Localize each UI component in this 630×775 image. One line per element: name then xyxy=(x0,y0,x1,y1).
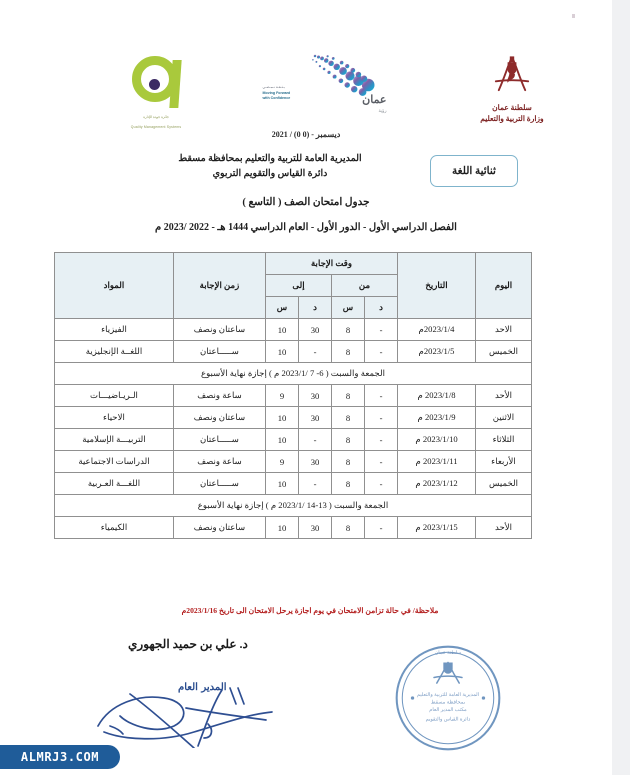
quality-logo-caption-en: Quality Management Systems xyxy=(130,125,182,130)
th-to-hour: س xyxy=(265,297,298,319)
table-row xyxy=(54,407,531,429)
table-row xyxy=(54,473,531,495)
to-minute-cell: - xyxy=(299,429,332,451)
subject-cell: الفيزياء xyxy=(54,319,173,341)
quality-management-logo xyxy=(96,54,216,130)
quality-logo-caption-ar: جائزة جودة الإدارة xyxy=(143,115,169,119)
from-minute-cell: - xyxy=(365,451,398,473)
day-cell: الاحد xyxy=(476,319,532,341)
table-row xyxy=(54,451,531,473)
date-cell: 2023/1/12 م xyxy=(398,473,476,495)
day-cell: الاثنين xyxy=(476,407,532,429)
to-hour-cell: 10 xyxy=(265,407,298,429)
day-cell: الخميس xyxy=(476,341,532,363)
from-hour-cell: 8 xyxy=(332,473,365,495)
th-date: التاريخ xyxy=(398,253,476,319)
th-from-hour: س xyxy=(332,297,365,319)
subject-cell: الدراسات الاجتماعية xyxy=(54,451,173,473)
svg-text:سلطنة عمان: سلطنة عمان xyxy=(434,650,462,657)
signatory-title: المدير العام xyxy=(178,682,227,693)
directorate-line-1: المديرية العامة للتربية والتعليم بمحافظة مسقط xyxy=(178,154,362,164)
vision-tagline-en2: with Confidence xyxy=(262,96,291,101)
vision-sub-label: رؤية xyxy=(378,108,387,113)
to-minute-cell: 30 xyxy=(299,451,332,473)
ministry-line1: سلطنة عمان xyxy=(492,103,532,112)
vision-word-label: عمان xyxy=(362,94,387,106)
date-cell: 2023/1/5م xyxy=(398,341,476,363)
directorate-line-2: دائرة القياس والتقويم التربوي xyxy=(212,168,328,179)
to-hour-cell: 10 xyxy=(265,319,298,341)
svg-text:دائرة القياس والتقويم: دائرة القياس والتقويم xyxy=(425,716,471,723)
from-minute-cell: - xyxy=(365,429,398,451)
date-cell: 2023/1/10 م xyxy=(398,429,476,451)
signatory-name: د. علي بن حميد الجهوري xyxy=(128,637,248,651)
from-hour-cell: 8 xyxy=(332,429,365,451)
day-cell: الأحد xyxy=(476,385,532,407)
document-reference: 2021 / ديسمبر - (0 0) xyxy=(271,130,341,139)
day-cell: الثلاثاء xyxy=(476,429,532,451)
duration-cell: ساعة ونصف xyxy=(173,385,265,407)
day-cell: الخميس xyxy=(476,473,532,495)
th-subjects: المواد xyxy=(54,253,173,319)
page-speck xyxy=(572,14,575,18)
to-minute-cell: 30 xyxy=(299,385,332,407)
date-cell: 2023/1/11 م xyxy=(398,451,476,473)
th-duration: زمن الإجابة xyxy=(173,253,265,319)
table-row xyxy=(54,429,531,451)
ministry-logo xyxy=(452,52,572,125)
day-cell: الأربعاء xyxy=(476,451,532,473)
weekend-holiday-text: الجمعة والسبت ( 6- 7 /2023/1 م ) إجازة نهاية الأسبوع xyxy=(54,363,531,385)
date-cell: 2023/1/15 م xyxy=(398,517,476,539)
subject-cell: الكيمياء xyxy=(54,517,173,539)
from-hour-cell: 8 xyxy=(332,319,365,341)
logo-row xyxy=(0,48,612,138)
th-answer-clock: وقت الإجابة xyxy=(265,253,397,275)
exam-schedule-table xyxy=(54,252,532,539)
from-minute-cell: - xyxy=(365,319,398,341)
from-hour-cell: 8 xyxy=(332,407,365,429)
date-cell: 2023/1/8 م xyxy=(398,385,476,407)
subject-cell: اللغـــة العـربية xyxy=(54,473,173,495)
table-head xyxy=(54,253,531,319)
subject-cell: الـريـاضيـــات xyxy=(54,385,173,407)
watermark-label: ALMRJ3.COM xyxy=(20,750,100,764)
subject-cell: التربيـــة الإسلامية xyxy=(54,429,173,451)
vision-tagline-ar: بـثـقـة نـمـضـي xyxy=(262,85,285,90)
from-minute-cell: - xyxy=(365,407,398,429)
duration-cell: ساعتان ونصف xyxy=(173,517,265,539)
th-day: اليوم xyxy=(476,253,532,319)
page-right-margin xyxy=(612,0,630,775)
date-cell: 2023/1/9 م xyxy=(398,407,476,429)
from-hour-cell: 8 xyxy=(332,385,365,407)
svg-text:المديرية العامة للتربية والتعل: المديرية العامة للتربية والتعليم xyxy=(416,692,480,699)
language-badge xyxy=(430,155,518,187)
language-badge-label: ثنائية اللغة xyxy=(452,166,496,177)
to-hour-cell: 10 xyxy=(265,429,298,451)
academic-term-line: الفصل الدراسي الأول - الدور الأول - العام الدراسي 1444 هـ - 2022 /2023 م xyxy=(155,222,457,233)
ministry-line2: وزارة التربية والتعليم xyxy=(480,113,544,123)
from-minute-cell: - xyxy=(365,385,398,407)
from-hour-cell: 8 xyxy=(332,451,365,473)
to-minute-cell: 30 xyxy=(299,517,332,539)
subject-cell: اللغــة الإنجليزية xyxy=(54,341,173,363)
oman-emblem-icon xyxy=(488,52,536,96)
oman-vision-logo xyxy=(258,50,403,112)
table-row xyxy=(54,385,531,407)
weekend-holiday-row xyxy=(54,495,531,517)
table-body xyxy=(54,319,531,539)
table-row xyxy=(54,341,531,363)
duration-cell: ســـــاعتان xyxy=(173,473,265,495)
subject-cell: الاحياء xyxy=(54,407,173,429)
aq-quality-icon xyxy=(128,54,184,110)
site-watermark xyxy=(0,745,120,769)
exam-schedule-table-wrapper xyxy=(78,252,532,539)
day-cell: الأحد xyxy=(476,517,532,539)
weekend-holiday-row xyxy=(54,363,531,385)
svg-text:بمحافظة مسقط: بمحافظة مسقط xyxy=(430,699,466,706)
th-from: من xyxy=(332,275,398,297)
table-header-row-1 xyxy=(54,253,531,275)
th-to: إلى xyxy=(265,275,331,297)
duration-cell: ســـــاعتان xyxy=(173,341,265,363)
to-hour-cell: 10 xyxy=(265,473,298,495)
to-hour-cell: 10 xyxy=(265,517,298,539)
duration-cell: ساعتان ونصف xyxy=(173,319,265,341)
duration-cell: ساعة ونصف xyxy=(173,451,265,473)
page-title: جدول امتحان الصف ( التاسع ) xyxy=(242,197,370,208)
to-hour-cell: 9 xyxy=(265,385,298,407)
from-hour-cell: 8 xyxy=(332,341,365,363)
to-hour-cell: 10 xyxy=(265,341,298,363)
duration-cell: ساعتان ونصف xyxy=(173,407,265,429)
to-minute-cell: 30 xyxy=(299,319,332,341)
duration-cell: ســـــاعتان xyxy=(173,429,265,451)
directorate-block xyxy=(120,152,420,181)
to-minute-cell: 30 xyxy=(299,407,332,429)
table-row xyxy=(54,319,531,341)
handwritten-signature xyxy=(90,668,290,748)
vision-tagline-en1: Moving Forward xyxy=(262,90,291,95)
th-from-minute: د xyxy=(365,297,398,319)
from-minute-cell: - xyxy=(365,517,398,539)
weekend-holiday-text: الجمعة والسبت ( 13-14 /2023/1 م ) إجازة نهاية الأسبوع xyxy=(54,495,531,517)
table-row xyxy=(54,517,531,539)
svg-text:مكتب المدير العام: مكتب المدير العام xyxy=(429,707,467,714)
th-to-minute: د xyxy=(299,297,332,319)
official-stamp xyxy=(392,642,504,754)
from-minute-cell: - xyxy=(365,341,398,363)
to-minute-cell: - xyxy=(299,473,332,495)
to-hour-cell: 9 xyxy=(265,451,298,473)
to-minute-cell: - xyxy=(299,341,332,363)
from-minute-cell: - xyxy=(365,473,398,495)
from-hour-cell: 8 xyxy=(332,517,365,539)
date-cell: 2023/1/4م xyxy=(398,319,476,341)
exam-postponement-note: ملاحظة/ في حالة تزامن الامتحان في يوم اجازة يرحل الامتحان الى تاريخ 2023/1/16م xyxy=(181,606,439,615)
